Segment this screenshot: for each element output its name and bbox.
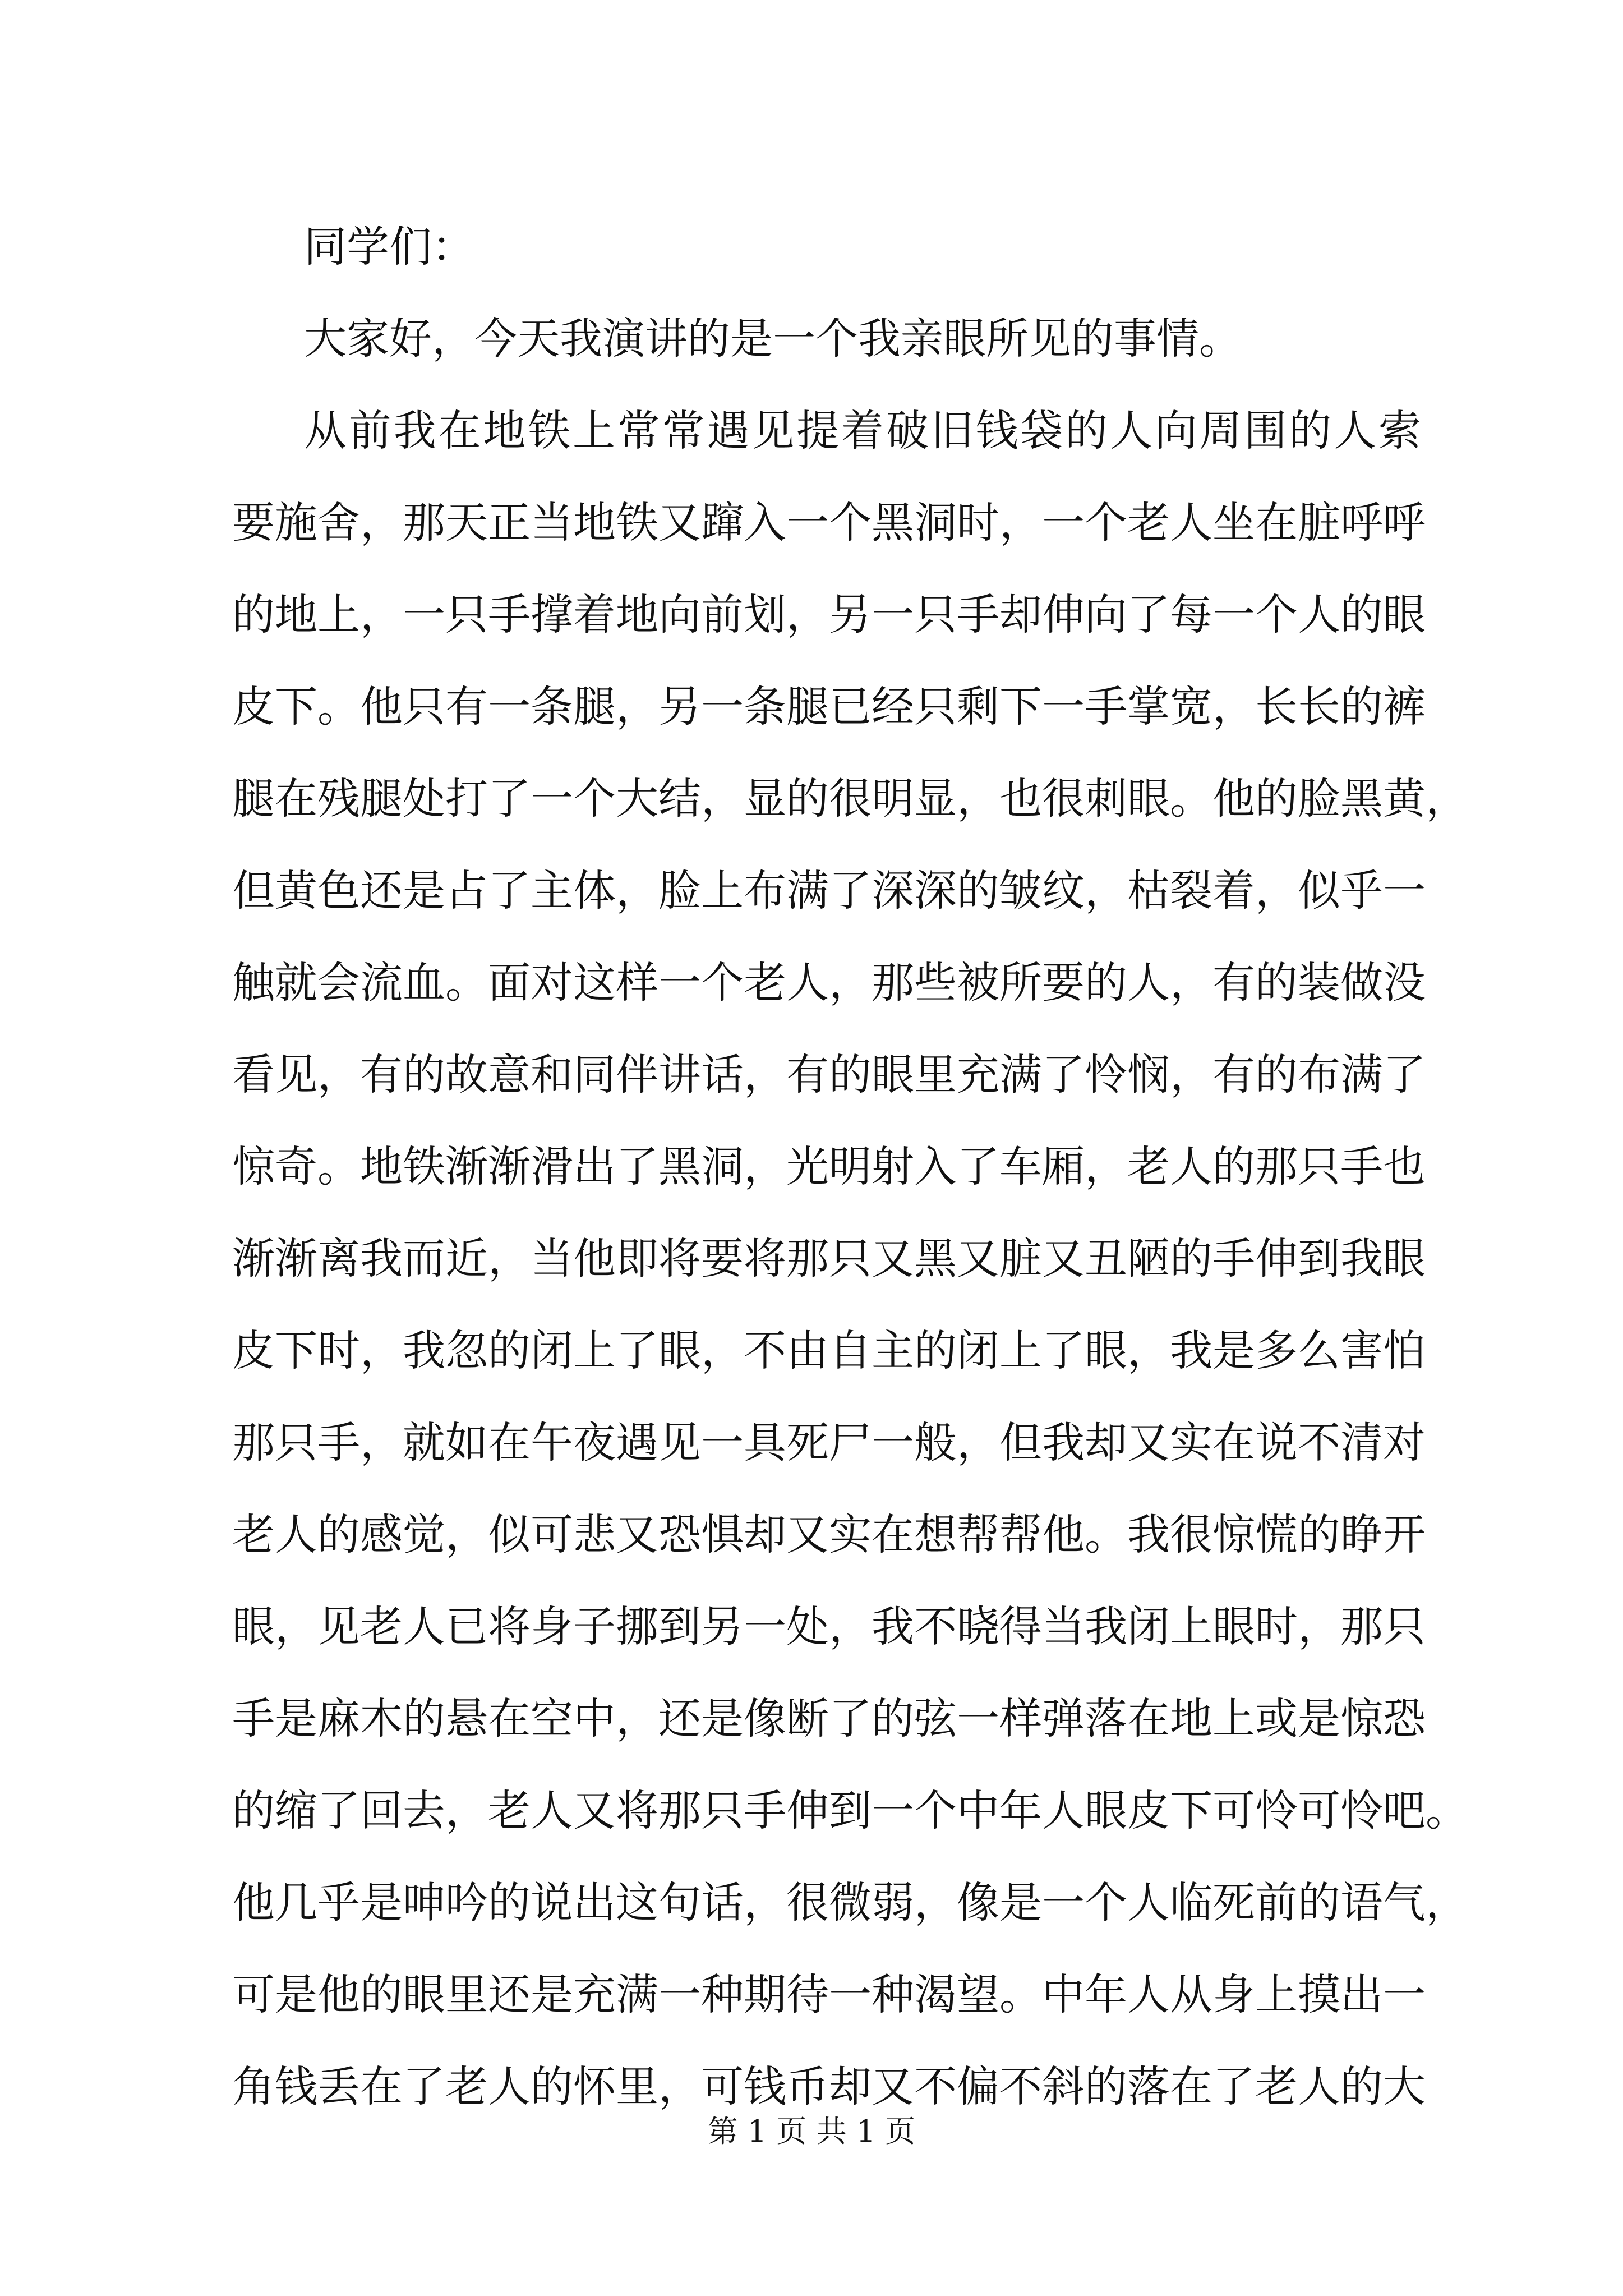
paragraph-line: 的地上，一只手撑着地向前划，另一只手却伸向了每一个人的眼	[232, 590, 1426, 639]
paragraph-line: 老人的感觉，似可悲又恐惧却又实在想帮帮他。我很惊慌的睁开	[232, 1510, 1426, 1559]
paragraph-line: 腿在残腿处打了一个大结，显的很明显，也很刺眼。他的脸黑黄，	[232, 774, 1468, 823]
paragraph-line: 皮下时，我忽的闭上了眼，不由自主的闭上了眼，我是多么害怕	[232, 1326, 1426, 1375]
paragraph-line: 眼，见老人已将身子挪到另一处，我不晓得当我闭上眼时，那只	[232, 1602, 1426, 1651]
greeting-line: 同学们：	[304, 222, 474, 272]
page-footer	[0, 2109, 1623, 2154]
paragraph-line: 看见，有的故意和同伴讲话，有的眼里充满了怜悯，有的布满了	[232, 1050, 1426, 1099]
paragraph-line: 触就会流血。面对这样一个老人，那些被所要的人，有的装做没	[232, 958, 1426, 1007]
paragraph-line: 他几乎是呻吟的说出这句话，很微弱，像是一个人临死前的语气，	[232, 1878, 1468, 1927]
paragraph-line: 要施舍，那天正当地铁又蹿入一个黑洞时，一个老人坐在脏呼呼	[232, 498, 1426, 547]
body-text	[232, 201, 1468, 2133]
paragraph-line: 皮下。他只有一条腿，另一条腿已经只剩下一手掌宽，长长的裤	[232, 682, 1426, 731]
paragraph-line: 那只手，就如在午夜遇见一具死尸一般，但我却又实在说不清对	[232, 1418, 1426, 1467]
paragraph-line: 可是他的眼里还是充满一种期待一种渴望。中年人从身上摸出一	[232, 1970, 1426, 2019]
paragraph-line: 渐渐离我而近，当他即将要将那只又黑又脏又丑陋的手伸到我眼	[232, 1234, 1426, 1283]
page-number-label: 第 1 页 共 1 页	[707, 2114, 916, 2149]
paragraph-line: 但黄色还是占了主体，脸上布满了深深的皱纹，枯裂着，似乎一	[232, 866, 1426, 915]
paragraph-line: 大家好，今天我演讲的是一个我亲眼所见的事情。	[304, 314, 1242, 364]
paragraph-line: 从前我在地铁上常常遇见提着破旧钱袋的人向周围的人索	[304, 406, 1421, 455]
paragraph-line: 的缩了回去，老人又将那只手伸到一个中年人眼皮下可怜可怜吧。	[232, 1786, 1468, 1835]
paragraph-line: 角钱丢在了老人的怀里，可钱币却又不偏不斜的落在了老人的大	[232, 2062, 1426, 2111]
paragraph-line: 惊奇。地铁渐渐滑出了黑洞，光明射入了车厢，老人的那只手也	[232, 1142, 1426, 1191]
paragraph-line: 手是麻木的悬在空中，还是像断了的弦一样弹落在地上或是惊恐	[232, 1694, 1426, 1743]
